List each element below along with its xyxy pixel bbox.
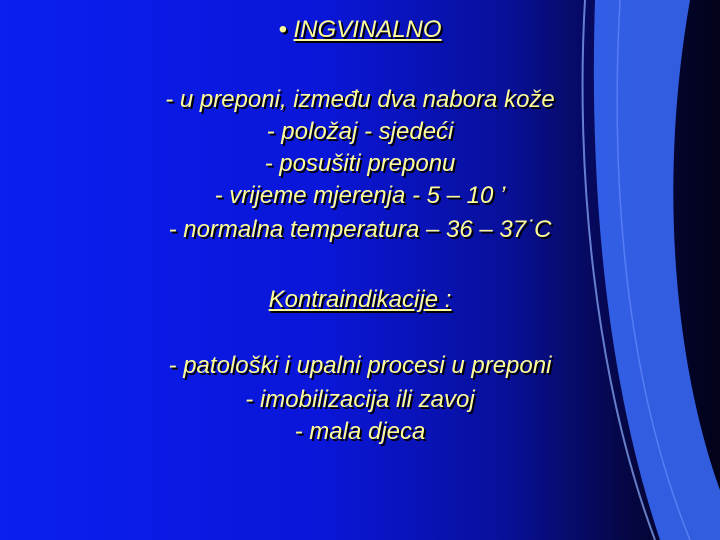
info-line-3: - posušiti preponu bbox=[264, 150, 456, 177]
title-text: INGVINALNO bbox=[293, 16, 442, 43]
contra-line-2: - imobilizacija ili zavoj bbox=[245, 386, 475, 413]
title-bullet: • bbox=[278, 16, 287, 43]
contra-line-3: - mala djeca bbox=[294, 418, 426, 445]
contra-line-1: - patološki i upalni procesi u preponi bbox=[168, 352, 552, 379]
info-line-1: - u preponi, između dva nabora kože bbox=[165, 86, 555, 113]
info-line-2: - položaj - sjedeći bbox=[266, 118, 454, 145]
contraindications-heading: Kontraindikacije : bbox=[268, 286, 452, 313]
info-line-4: - vrijeme mjerenja - 5 – 10 ’ bbox=[214, 182, 506, 209]
slide-title bbox=[0, 14, 720, 46]
info-line-5: - normalna temperatura – 36 – 37˙C bbox=[168, 216, 552, 243]
